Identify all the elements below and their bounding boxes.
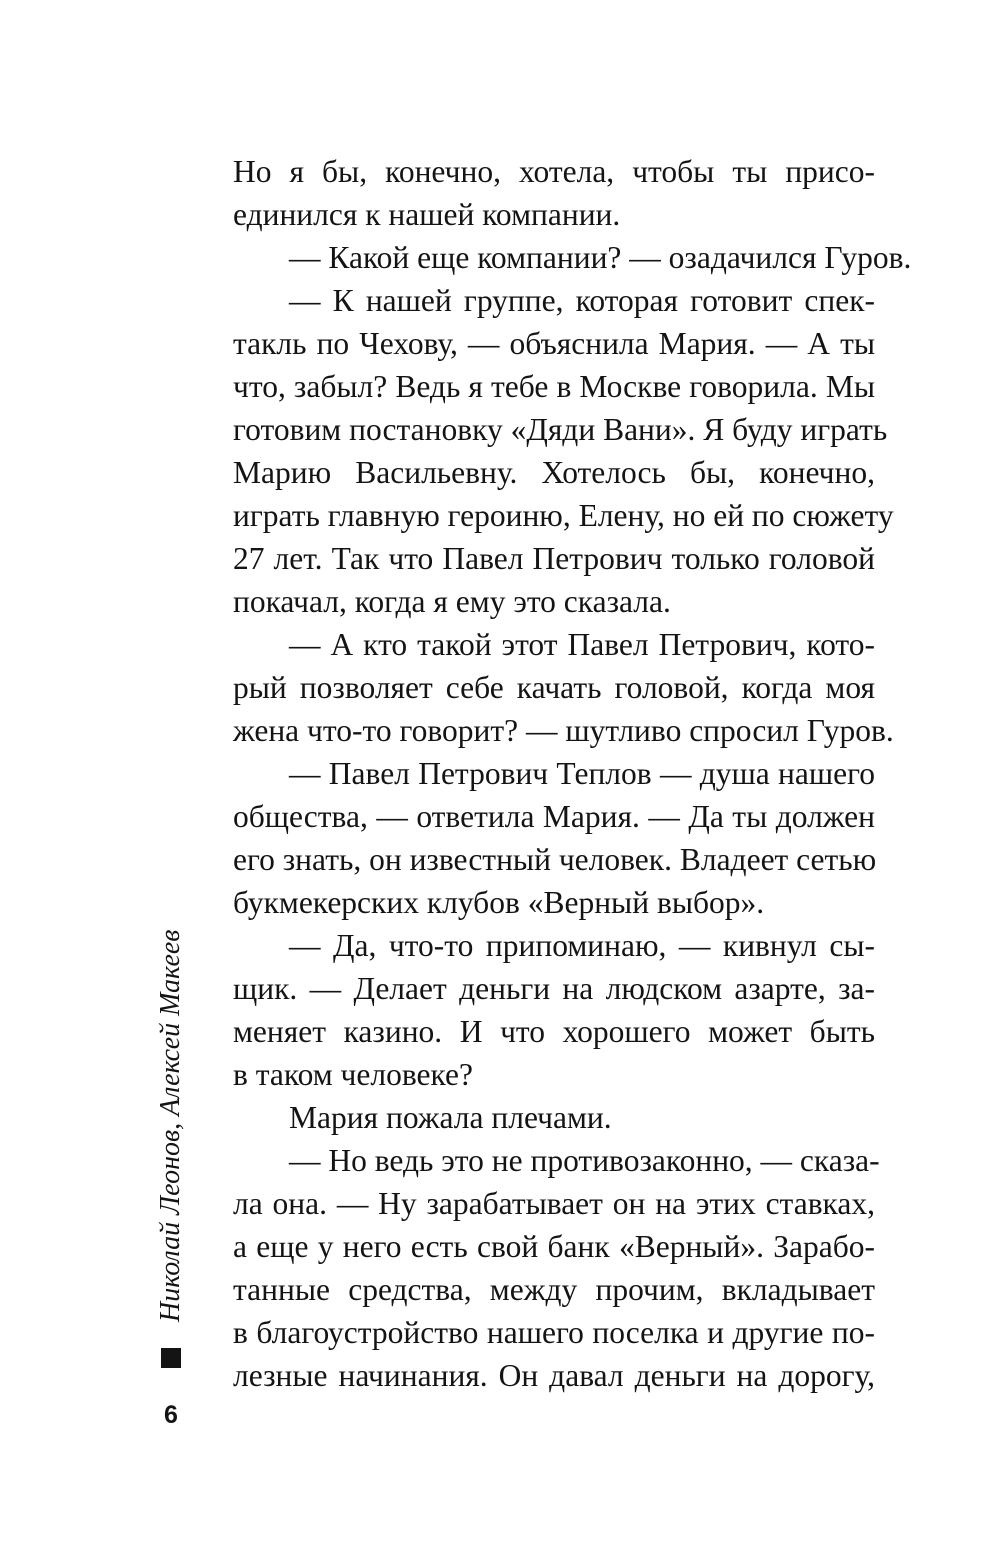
text-line: Марию Васильевну. Хотелось бы, конечно, <box>233 455 875 490</box>
text-line: 27 лет. Так что Павел Петрович только головой <box>233 541 875 576</box>
text-line: — Какой еще компании? — озадачился Гуров. <box>289 240 912 275</box>
text-line: Мария пожала плечами. <box>289 1100 612 1135</box>
text-line: что, забыл? Ведь я тебе в Москве говорила. Мы <box>233 369 875 404</box>
text-line: жена что-то говорит? — шутливо спросил Гуров. <box>233 713 894 748</box>
square-marker-icon <box>161 1348 181 1368</box>
text-line: в благоустройство нашего поселка и другие по- <box>233 1315 875 1350</box>
text-line: общества, — ответила Мария. — Да ты должен <box>233 799 875 834</box>
text-line: покачал, когда я ему это сказала. <box>233 584 671 619</box>
text-line: лезные начинания. Он давал деньги на дорогу, <box>233 1358 875 1393</box>
running-head-authors: Николай Леонов, Алексей Макеев <box>155 929 186 1322</box>
text-line: рый позволяет себе качать головой, когда моя <box>233 670 875 705</box>
text-line: Но я бы, конечно, хотела, чтобы ты присо- <box>233 154 875 189</box>
text-line: меняет казино. И что хорошего может быть <box>233 1014 875 1049</box>
text-line: — Но ведь это не противозаконно, — сказа- <box>289 1143 880 1178</box>
text-line: готовим постановку «Дяди Вани». Я буду играть <box>233 412 888 447</box>
text-line: единился к нашей компании. <box>233 197 621 232</box>
page-number: 6 <box>164 1401 178 1429</box>
text-line: — Да, что-то припоминаю, — кивнул сы- <box>289 928 875 963</box>
text-line: его знать, он известный человек. Владеет сетью <box>233 842 877 877</box>
text-line: — А кто такой этот Павел Петрович, кото- <box>289 627 875 662</box>
text-line: играть главную героиню, Елену, но ей по сюжету <box>233 498 894 533</box>
text-line: — К нашей группе, которая готовит спек- <box>289 283 875 318</box>
text-line: — Павел Петрович Теплов — душа нашего <box>289 756 875 791</box>
text-line: такль по Чехову, — объяснила Мария. — А ты <box>233 326 875 361</box>
text-line: а еще у него есть свой банк «Верный». Зарабо- <box>233 1229 875 1264</box>
body-text <box>233 150 912 1397</box>
text-line: щик. — Делает деньги на людском азарте, за- <box>233 971 875 1006</box>
text-line: букмекерских клубов «Верный выбор». <box>233 885 765 920</box>
text-line: ла она. — Ну зарабатывает он на этих ставках, <box>233 1186 875 1221</box>
text-line: в таком человеке? <box>233 1057 473 1092</box>
text-line: танные средства, между прочим, вкладывает <box>233 1272 875 1307</box>
